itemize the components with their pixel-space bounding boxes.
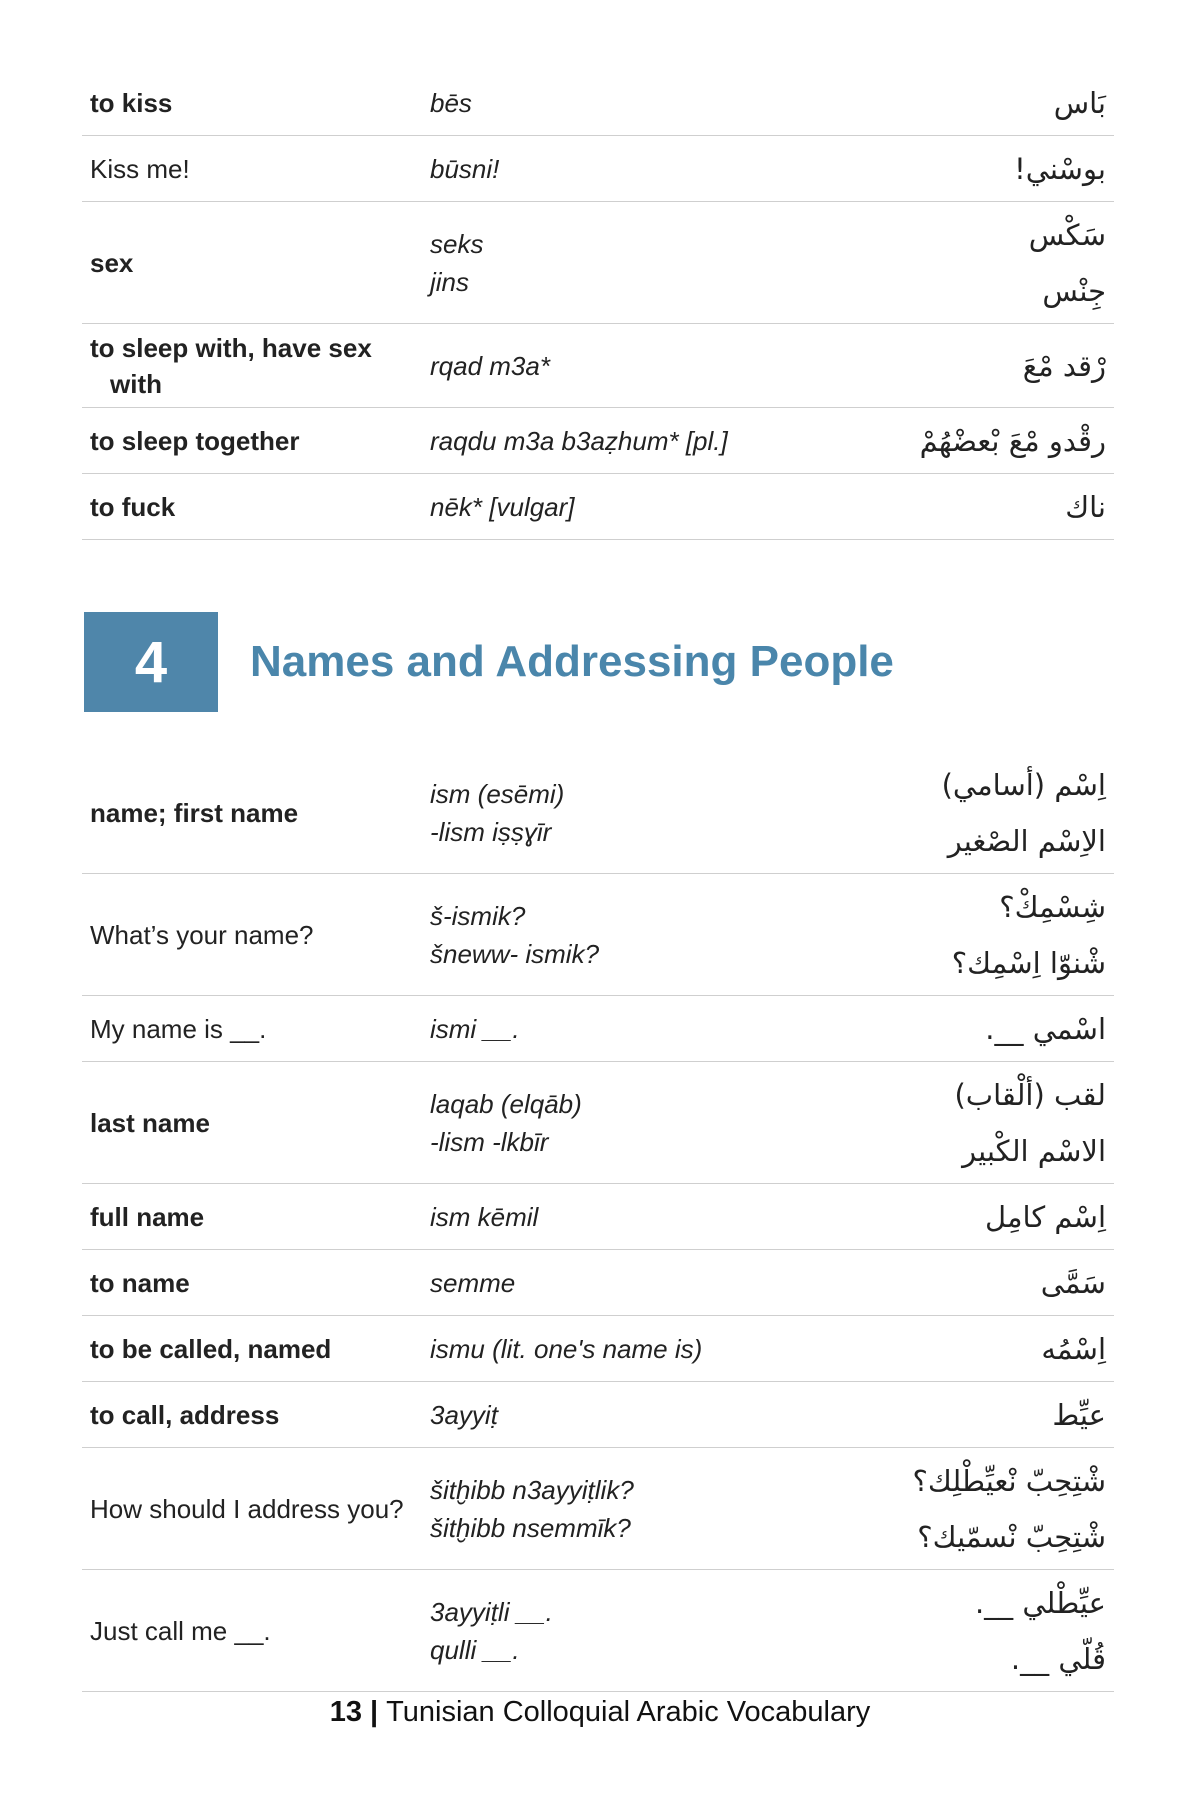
english-term: What’s your name? — [90, 919, 314, 950]
arabic-term: شْتِحِبّ نْعيِّطْلِك؟ شْتِحِبّ نْسمّيك؟ — [912, 1463, 1106, 1554]
transliteration: laqab (elqāb) -lism -lkbīr — [430, 1088, 582, 1157]
arabic-term: اِسْمُه — [1041, 1331, 1106, 1366]
table-row — [82, 1570, 1114, 1692]
vocab-table-top — [82, 70, 1114, 540]
transliteration: 3ayyiṭli __. qulli __. — [430, 1596, 553, 1665]
arabic-term: بَاس — [1053, 85, 1106, 120]
arabic-term: عيِّطْلي __. قُلّي __. — [974, 1585, 1106, 1676]
transliteration: bēs — [430, 87, 472, 118]
table-row — [82, 1250, 1114, 1316]
arabic-term: رقْدو مْعَ بْعضْهُمْ — [919, 423, 1106, 458]
english-term: sex — [90, 247, 134, 278]
arabic-term: لقب (ألْقاب) الاسْم الكْبير — [954, 1077, 1106, 1168]
english-term: How should I address you? — [90, 1493, 404, 1524]
section-number: 4 — [84, 612, 218, 712]
arabic-term: سَكْس جِنْس — [1028, 217, 1106, 308]
english-term: last name — [90, 1107, 210, 1138]
table-row — [82, 70, 1114, 136]
table-row — [82, 874, 1114, 996]
transliteration: 3ayyiṭ — [430, 1399, 498, 1430]
table-row — [82, 1062, 1114, 1184]
table-row — [82, 474, 1114, 540]
arabic-term: عيِّط — [1052, 1397, 1106, 1432]
english-term: to kiss — [90, 87, 173, 118]
english-term: to be called, named — [90, 1333, 332, 1364]
transliteration: seks jins — [430, 228, 484, 297]
arabic-term: رْقد مْعَ — [1022, 348, 1106, 383]
vocab-table-names — [82, 752, 1114, 1692]
english-term: Kiss me! — [90, 153, 190, 184]
english-term: to sleep together — [90, 425, 300, 456]
table-row — [82, 1448, 1114, 1570]
table-row — [82, 324, 1114, 408]
transliteration: šitḫibb n3ayyiṭlik? šitḫibb nsemmīk? — [430, 1474, 634, 1543]
transliteration: raqdu m3a b3aẓhum* [pl.] — [430, 425, 728, 456]
arabic-term: اسْمي __. — [985, 1011, 1106, 1046]
english-term: to call, address — [90, 1399, 280, 1430]
transliteration: rqad m3a* — [430, 350, 550, 381]
english-term: to name — [90, 1267, 190, 1298]
english-term: full name — [90, 1201, 205, 1232]
section-title: Names and Addressing People — [250, 637, 894, 686]
arabic-term: شِسْمِكْ؟ شْنوّا اِسْمِك؟ — [951, 889, 1106, 980]
transliteration: ism (esēmi) -lism iṣṣɣīr — [430, 778, 565, 847]
table-row — [82, 136, 1114, 202]
table-row — [82, 408, 1114, 474]
arabic-term: ناك — [1065, 489, 1106, 524]
english-term: name; first name — [90, 797, 299, 828]
page-number: 13 — [329, 1696, 362, 1728]
arabic-term: سَمَّى — [1040, 1265, 1106, 1300]
table-row — [82, 752, 1114, 874]
page-footer — [0, 1696, 1200, 1729]
arabic-term: اِسْم كامِل — [984, 1199, 1106, 1234]
table-row — [82, 996, 1114, 1062]
transliteration: nēk* [vulgar] — [430, 491, 575, 522]
english-term: to fuck — [90, 491, 176, 522]
arabic-term: بوسْني! — [1014, 151, 1106, 186]
transliteration: ismi __. — [430, 1013, 520, 1044]
transliteration: š-ismik? šneww- ismik? — [430, 900, 600, 969]
table-row — [82, 1382, 1114, 1448]
transliteration: būsni! — [430, 153, 500, 184]
transliteration: ism kēmil — [430, 1201, 539, 1232]
arabic-term: اِسْم (أسامي) الاِسْم الصْغير — [941, 767, 1106, 858]
footer-separator: | — [369, 1696, 379, 1728]
table-row — [82, 202, 1114, 324]
english-term: My name is __. — [90, 1013, 267, 1044]
table-row — [82, 1184, 1114, 1250]
book-title: Tunisian Colloquial Arabic Vocabulary — [386, 1696, 871, 1728]
transliteration: semme — [430, 1267, 516, 1298]
section-heading — [84, 612, 894, 712]
transliteration: ismu (lit. one's name is) — [430, 1333, 703, 1364]
english-term: Just call me __. — [90, 1615, 271, 1646]
english-term: to sleep with, have sex with — [90, 332, 372, 399]
table-row — [82, 1316, 1114, 1382]
